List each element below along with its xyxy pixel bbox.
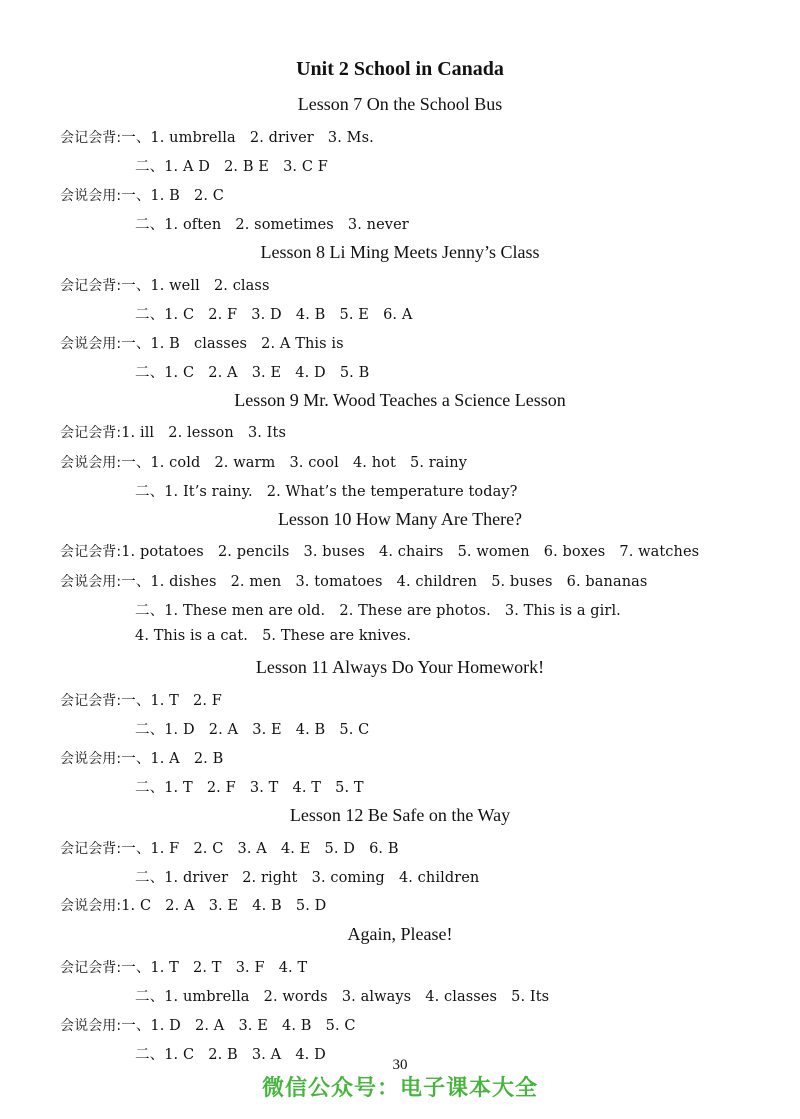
answer-text: 一、1. T 2. T 3. F 4. T: [121, 960, 308, 976]
answer-text: 一、1. well 2. class: [121, 278, 270, 294]
answer-line: [135, 361, 369, 382]
lesson-heading: Lesson 7 On the School Bus: [297, 94, 503, 114]
answer-line: [135, 628, 411, 644]
lesson-heading: Lesson 9 Mr. Wood Teaches a Science Lesson: [234, 390, 566, 410]
answer-line: [135, 599, 621, 620]
lesson-heading: Lesson 8 Li Ming Meets Jenny’s Class: [260, 242, 540, 262]
section-label: 会说会用:: [60, 574, 122, 590]
unit-title: Unit 2 School in Canada: [296, 58, 504, 80]
section-label: 会说会用:: [60, 1018, 122, 1034]
section-label: 会记会背:: [60, 425, 122, 441]
section-label: 会记会背:: [60, 130, 122, 146]
answer-text: 一、1. cold 2. warm 3. cool 4. hot 5. rainy: [121, 455, 468, 471]
section-label: 会说会用:: [60, 898, 122, 914]
answer-line: [135, 213, 409, 234]
section-label: 会说会用:: [60, 336, 122, 352]
lesson-heading: Again, Please!: [347, 924, 453, 944]
answer-text: 一、1. A 2. B: [121, 751, 224, 767]
answer-text: 一、1. umbrella 2. driver 3. Ms.: [121, 130, 374, 146]
answer-line: [135, 155, 328, 176]
answer-text: 一、1. T 2. F: [121, 693, 222, 709]
answer-text: 1. potatoes 2. pencils 3. buses 4. chairs 5. women 6. boxes 7. watches: [121, 544, 700, 560]
answer-line: [60, 184, 224, 205]
page-number: 30: [392, 1057, 408, 1073]
answer-line: [60, 570, 647, 591]
answer-text: 二、1. often 2. sometimes 3. never: [135, 217, 409, 233]
answer-text: 二、1. umbrella 2. words 3. always 4. classes 5. Its: [135, 989, 550, 1005]
answer-line: [60, 274, 270, 295]
answer-text: 二、1. T 2. F 3. T 4. T 5. T: [135, 780, 364, 796]
answer-line: [135, 480, 518, 501]
answer-text: 二、1. C 2. A 3. E 4. D 5. B: [135, 365, 370, 381]
answer-line: [60, 837, 399, 858]
answer-text: 1. C 2. A 3. E 4. B 5. D: [121, 898, 327, 914]
answer-text: 二、1. It’s rainy. 2. What’s the temperature today?: [135, 484, 518, 500]
answer-text: 一、1. dishes 2. men 3. tomatoes 4. children 5. buses 6. bananas: [121, 574, 648, 590]
answer-text: 一、1. F 2. C 3. A 4. E 5. D 6. B: [121, 841, 399, 857]
answer-text: 二、1. C 2. F 3. D 4. B 5. E 6. A: [135, 307, 413, 323]
answer-line: [60, 895, 326, 915]
answer-line: [60, 956, 307, 977]
answer-line: [135, 866, 479, 887]
lesson-heading: Lesson 11 Always Do Your Homework!: [255, 657, 545, 677]
answer-line: [60, 422, 286, 442]
answer-text: 二、1. C 2. B 3. A 4. D: [135, 1047, 326, 1063]
section-label: 会记会背:: [60, 960, 122, 976]
answer-line: [60, 126, 374, 147]
answer-line: [135, 985, 549, 1006]
answer-line: [60, 332, 344, 353]
answer-line: [60, 747, 223, 768]
section-label: 会说会用:: [60, 751, 122, 767]
answer-line: [135, 718, 369, 739]
answer-text: 4. This is a cat. 5. These are knives.: [135, 628, 412, 644]
section-label: 会记会背:: [60, 693, 122, 709]
section-label: 会记会背:: [60, 841, 122, 857]
answer-line: [60, 451, 467, 472]
answer-text: 二、1. driver 2. right 3. coming 4. children: [135, 870, 480, 886]
section-label: 会说会用:: [60, 188, 122, 204]
answer-line: [135, 303, 412, 324]
answer-line: [60, 541, 699, 561]
lesson-heading: Lesson 10 How Many Are There?: [277, 509, 523, 529]
answer-line: [60, 689, 222, 710]
lesson-heading: Lesson 12 Be Safe on the Way: [289, 805, 511, 825]
section-label: 会记会背:: [60, 278, 122, 294]
section-label: 会说会用:: [60, 455, 122, 471]
answer-text: 一、1. B classes 2. A This is: [121, 336, 344, 352]
answer-text: 一、1. D 2. A 3. E 4. B 5. C: [121, 1018, 356, 1034]
answer-line: [60, 1014, 356, 1035]
answer-text: 一、1. B 2. C: [121, 188, 224, 204]
answer-text: 二、1. D 2. A 3. E 4. B 5. C: [135, 722, 370, 738]
section-label: 会记会背:: [60, 544, 122, 560]
answer-text: 二、1. A D 2. B E 3. C F: [135, 159, 328, 175]
answer-text: 1. ill 2. lesson 3. Its: [121, 425, 286, 441]
watermark: 微信公众号：电子课本大全: [261, 1076, 538, 1101]
answer-text: 二、1. These men are old. 2. These are photos. 3. This is a girl.: [135, 603, 621, 619]
answer-line: [135, 776, 364, 797]
